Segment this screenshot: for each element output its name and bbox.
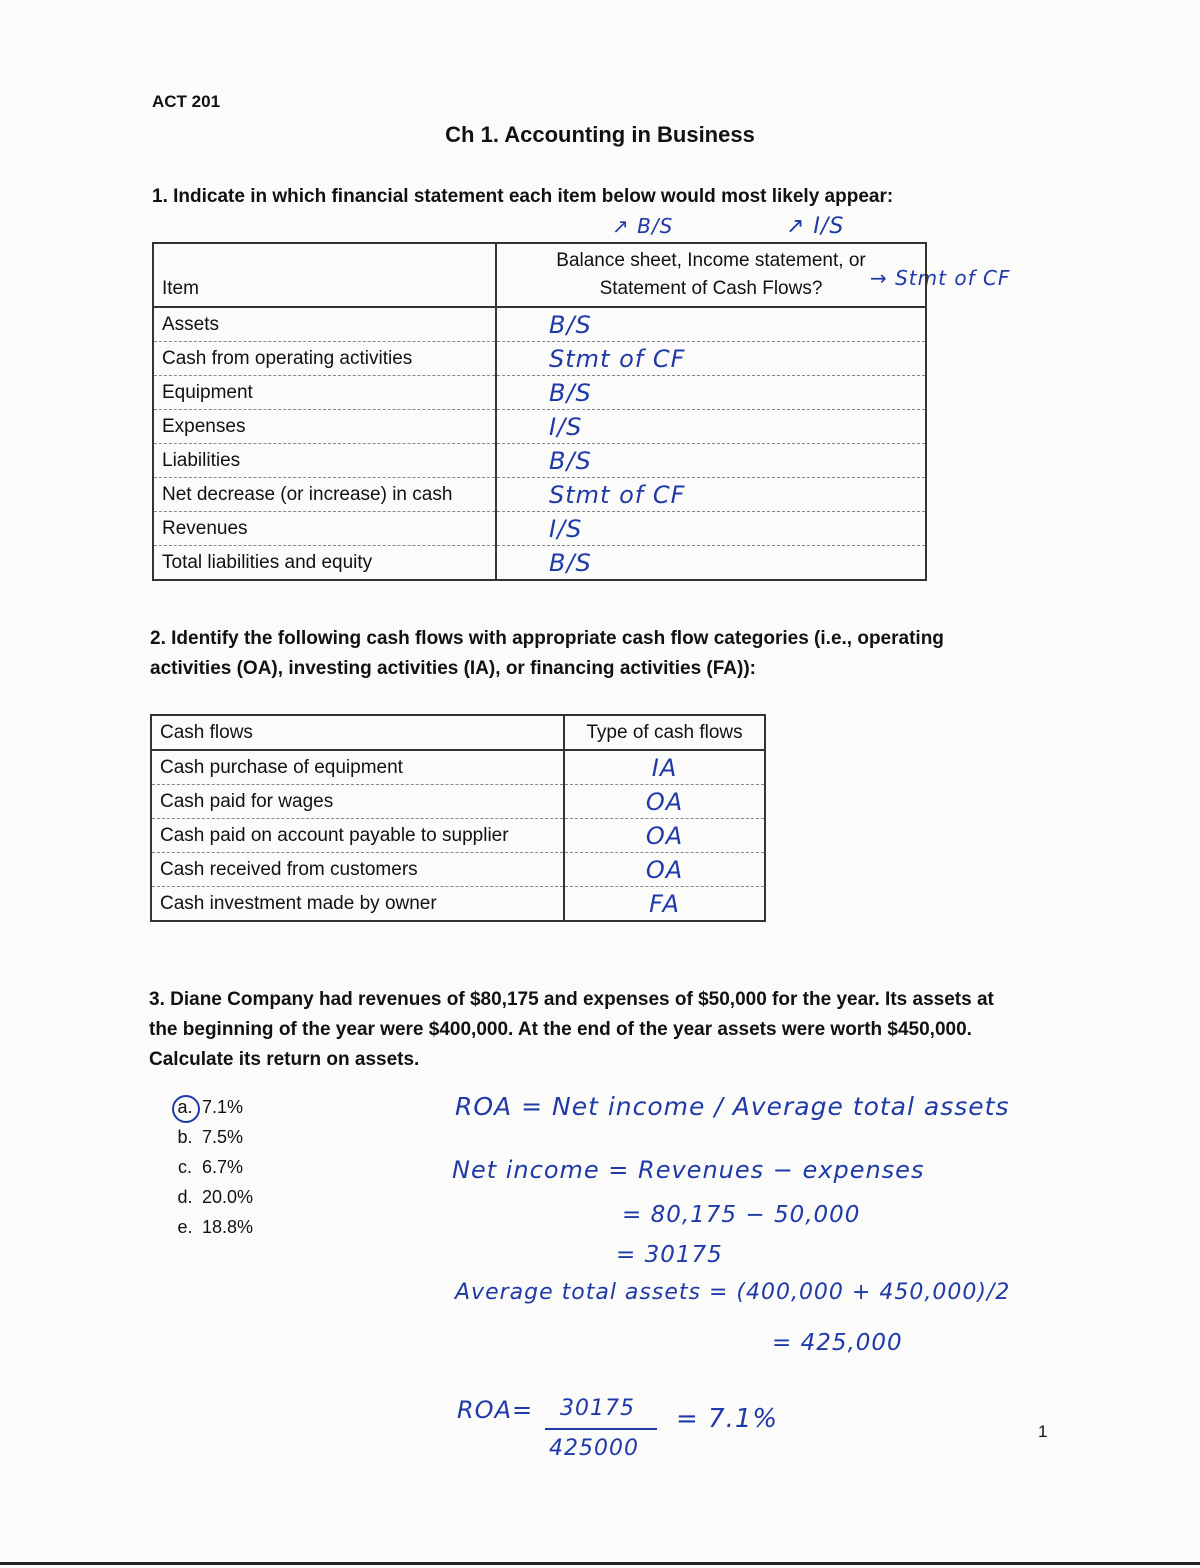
roa-result: = 7.1% — [676, 1404, 779, 1434]
fraction-bar — [545, 1428, 657, 1430]
question-3-line1: 3. Diane Company had revenues of $80,175 and expenses of $50,000 for the year. Its assets at — [149, 989, 994, 1010]
item-cell: Liabilities — [153, 444, 496, 478]
header-type: Type of cash flows — [564, 715, 765, 750]
work-line-average-result: = 425,000 — [772, 1330, 903, 1356]
option-letter: c. — [177, 1157, 192, 1177]
option-c[interactable] — [168, 1152, 253, 1182]
table-row — [153, 376, 926, 410]
work-line-subtraction: = 80,175 − 50,000 — [622, 1202, 861, 1228]
item-cell: Equipment — [153, 376, 496, 410]
answer-cell: B/S — [496, 444, 926, 478]
course-code: ACT 201 — [152, 92, 221, 111]
type-cell: IA — [564, 750, 765, 785]
item-cell: Assets — [153, 307, 496, 342]
type-cell: OA — [564, 785, 765, 819]
table-row — [153, 478, 926, 512]
type-cell: FA — [564, 887, 765, 922]
item-cell: Total liabilities and equity — [153, 546, 496, 581]
question-2-prompt — [150, 624, 944, 684]
page-title: Ch 1. Accounting in Business — [445, 122, 755, 147]
annotation-stmt-cf: → Stmt of CF — [870, 266, 1011, 290]
work-line-average-assets: Average total assets = (400,000 + 450,000)/2 — [455, 1280, 1011, 1305]
header-statement-line1: Balance sheet, Income statement, or — [556, 250, 866, 271]
table-row — [153, 546, 926, 581]
header-statement — [496, 243, 926, 307]
question-3-prompt — [149, 985, 994, 1075]
option-value: 7.1% — [202, 1097, 244, 1117]
annotation-bs: ↗ B/S — [612, 214, 674, 238]
answer-cell: I/S — [496, 410, 926, 444]
answer-cell: Stmt of CF — [496, 342, 926, 376]
answer-cell: B/S — [496, 376, 926, 410]
item-cell: Net decrease (or increase) in cash — [153, 478, 496, 512]
flow-cell: Cash paid for wages — [151, 785, 564, 819]
question-1-prompt: 1. Indicate in which financial statement each item below would most likely appear: — [152, 186, 894, 207]
roa-denominator: 425000 — [549, 1436, 639, 1461]
table-row — [151, 887, 765, 922]
selected-circle-mark — [172, 1095, 200, 1123]
option-letter: a. — [177, 1097, 193, 1117]
type-cell: OA — [564, 853, 765, 887]
work-line-net-income-result: = 30175 — [616, 1242, 723, 1268]
roa-numerator: 30175 — [560, 1396, 635, 1421]
option-value: 6.7% — [202, 1157, 244, 1177]
header-item: Item — [153, 243, 496, 307]
header-cash-flows: Cash flows — [151, 715, 564, 750]
option-value: 7.5% — [202, 1127, 244, 1147]
option-d[interactable] — [168, 1182, 253, 1212]
answer-cell: B/S — [496, 307, 926, 342]
work-line-net-income: Net income = Revenues − expenses — [452, 1156, 925, 1184]
statement-table — [152, 242, 927, 581]
flow-cell: Cash paid on account payable to supplier — [151, 819, 564, 853]
option-letter: b. — [177, 1127, 193, 1147]
table-row — [153, 444, 926, 478]
question-3-line2: the beginning of the year were $400,000. At the end of the year assets were worth $450,000. — [149, 1019, 972, 1040]
annotation-is: ↗ I/S — [786, 214, 845, 239]
table-row — [151, 750, 765, 785]
table-row — [151, 785, 765, 819]
question-2-line1: 2. Identify the following cash flows with appropriate cash flow categories (i.e., operating — [150, 628, 944, 649]
question-2-line2: activities (OA), investing activities (IA), or financing activities (FA)): — [150, 658, 757, 679]
item-cell: Revenues — [153, 512, 496, 546]
roa-label: ROA= — [457, 1396, 534, 1424]
question-3-line3: Calculate its return on assets. — [149, 1049, 420, 1070]
flow-cell: Cash purchase of equipment — [151, 750, 564, 785]
option-value: 18.8% — [202, 1217, 254, 1237]
table-row — [151, 853, 765, 887]
work-line-roa-formula: ROA = Net income / Average total assets — [455, 1092, 1010, 1121]
item-cell: Expenses — [153, 410, 496, 444]
answer-cell: B/S — [496, 546, 926, 581]
option-value: 20.0% — [202, 1187, 254, 1207]
answer-options — [168, 1092, 253, 1242]
page-number: 1 — [1038, 1422, 1048, 1441]
answer-cell: I/S — [496, 512, 926, 546]
cash-flow-table — [150, 714, 766, 922]
table-header-row — [151, 715, 765, 750]
table-row — [153, 512, 926, 546]
option-e[interactable] — [168, 1212, 253, 1242]
option-letter: e. — [177, 1217, 193, 1237]
flow-cell: Cash investment made by owner — [151, 887, 564, 922]
type-cell: OA — [564, 819, 765, 853]
option-b[interactable] — [168, 1122, 253, 1152]
table-row — [153, 410, 926, 444]
header-statement-line2: Statement of Cash Flows? — [599, 278, 823, 299]
table-row — [153, 342, 926, 376]
item-cell: Cash from operating activities — [153, 342, 496, 376]
table-row — [153, 307, 926, 342]
answer-cell: Stmt of CF — [496, 478, 926, 512]
table-header-row — [153, 243, 926, 307]
option-a[interactable] — [168, 1092, 253, 1122]
option-letter: d. — [177, 1187, 193, 1207]
scan-edge-line — [0, 1562, 1200, 1565]
flow-cell: Cash received from customers — [151, 853, 564, 887]
table-row — [151, 819, 765, 853]
